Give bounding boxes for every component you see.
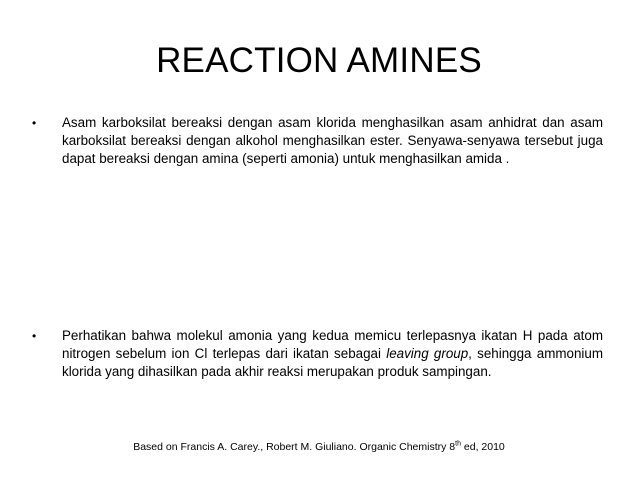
bullet-marker: •	[32, 329, 37, 343]
bullet-text: Asam karboksilat bereaksi dengan asam klorida menghasilkan asam anhidrat dan asam karboksilat bereaksi dengan alkohol menghasilkan ester. Senyawa-senyawa tersebut juga dapat bereaksi dengan amina (seperti amonia) untuk menghasilkan amida .	[62, 115, 603, 166]
citation-footer	[0, 440, 638, 454]
citation-superscript: th	[455, 440, 461, 448]
bullet-marker: •	[32, 116, 37, 130]
bullet-text-italic: leaving group	[386, 346, 469, 361]
citation-prefix: Based on Francis A. Carey., Robert M. Giuliano. Organic Chemistry 8	[133, 441, 456, 453]
bullet-text-start: Perhatikan bahwa molekul amonia yang kedua memicu terlepasnya ikatan H pada atom nitrogen sebelum ion Cl terlepas dari ikatan sebagai	[62, 328, 603, 361]
citation-suffix: ed, 2010	[460, 441, 505, 453]
bullet-text-end: , sehingga ammonium klorida yang dihasilkan pada akhir reaksi merupakan produk sampingan.	[62, 346, 603, 379]
slide-title: REACTION AMINES	[156, 41, 482, 80]
bullet-text	[62, 327, 603, 381]
